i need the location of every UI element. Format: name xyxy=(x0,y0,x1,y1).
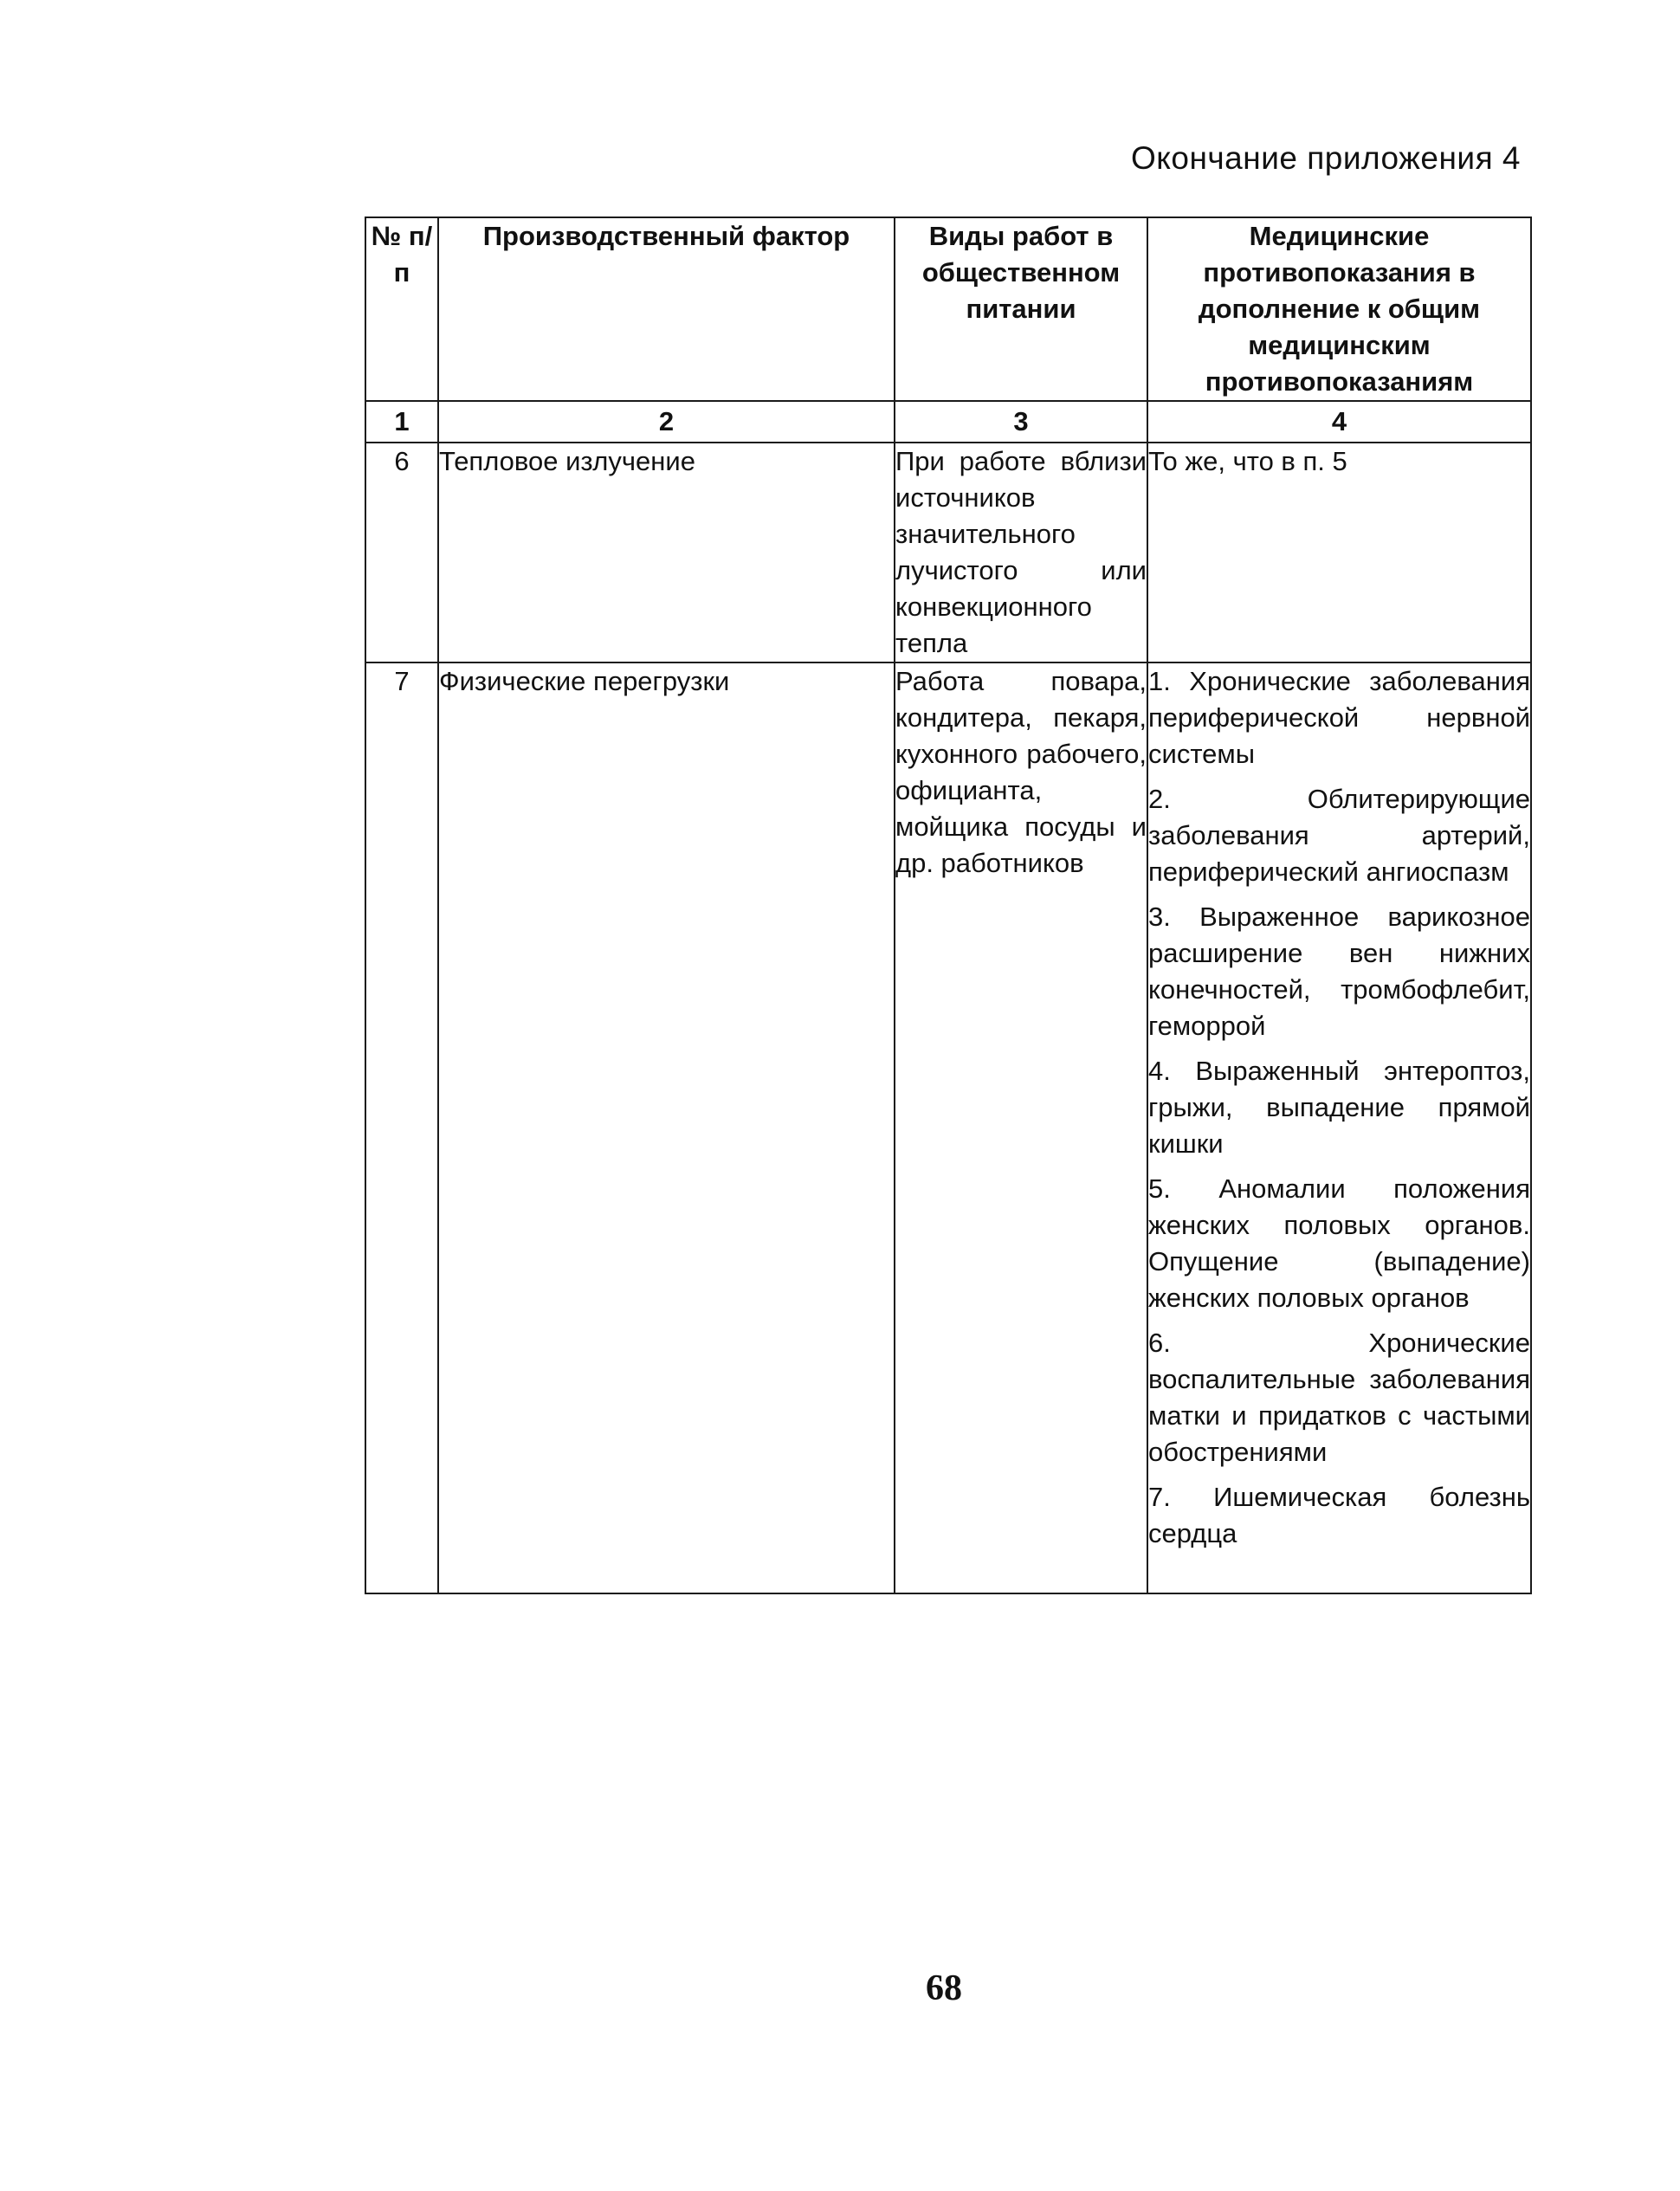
page-number: 68 xyxy=(926,1968,962,2008)
contraindication-item: 3. Выраженное варикозное расширение вен нижних конечностей, тромбофлебит, геморрой xyxy=(1148,902,1530,1041)
row-number: 7 xyxy=(365,662,438,1593)
table-row xyxy=(365,443,1531,662)
row-factor: Тепловое излучение xyxy=(438,443,895,662)
column-number: 3 xyxy=(895,401,1147,443)
table-row xyxy=(365,662,1531,1593)
row-contraindications xyxy=(1147,662,1531,1593)
header-factor: Производственный фактор xyxy=(438,217,895,401)
contraindication-item: 2. Облитерирующие заболевания артерий, периферический ангиоспазм xyxy=(1148,784,1530,887)
column-number: 4 xyxy=(1147,401,1531,443)
header-contraindications: Медицинские противопоказания в дополнение к общим медицинским противопоказаниям xyxy=(1147,217,1531,401)
table-header-row xyxy=(365,217,1531,401)
row-works: При работе вблизи источников значительного лучистого или конвекционного тепла xyxy=(895,443,1147,662)
contraindication-item: 4. Выраженный энтероптоз, грыжи, выпадение прямой кишки xyxy=(1148,1056,1530,1159)
contraindication-item: 7. Ишемическая болезнь сердца xyxy=(1148,1482,1530,1548)
contraindication-item: То же, что в п. 5 xyxy=(1148,446,1347,476)
header-works: Виды работ в общественном питании xyxy=(895,217,1147,401)
row-factor: Физические перегрузки xyxy=(438,662,895,1593)
contraindication-item: 1. Хронические заболевания периферической нервной системы xyxy=(1148,666,1530,769)
header-num: № п/п xyxy=(365,217,438,401)
column-number-row xyxy=(365,401,1531,443)
appendix-continuation-note: Окончание приложения 4 xyxy=(1131,140,1521,176)
column-number: 1 xyxy=(365,401,438,443)
contraindication-item: 5. Аномалии положения женских половых органов. Опущение (выпадение) женских половых органов xyxy=(1148,1173,1530,1313)
contraindications-table xyxy=(365,217,1532,1594)
column-number: 2 xyxy=(438,401,895,443)
contraindication-item: 6. Хронические воспалительные заболевания матки и придатков с частыми обострениями xyxy=(1148,1328,1530,1467)
row-works: Работа повара, кондитера, пекаря, кухонного рабочего, официанта, мойщика посуды и др. работников xyxy=(895,662,1147,1593)
row-number: 6 xyxy=(365,443,438,662)
row-contraindications xyxy=(1147,443,1531,662)
